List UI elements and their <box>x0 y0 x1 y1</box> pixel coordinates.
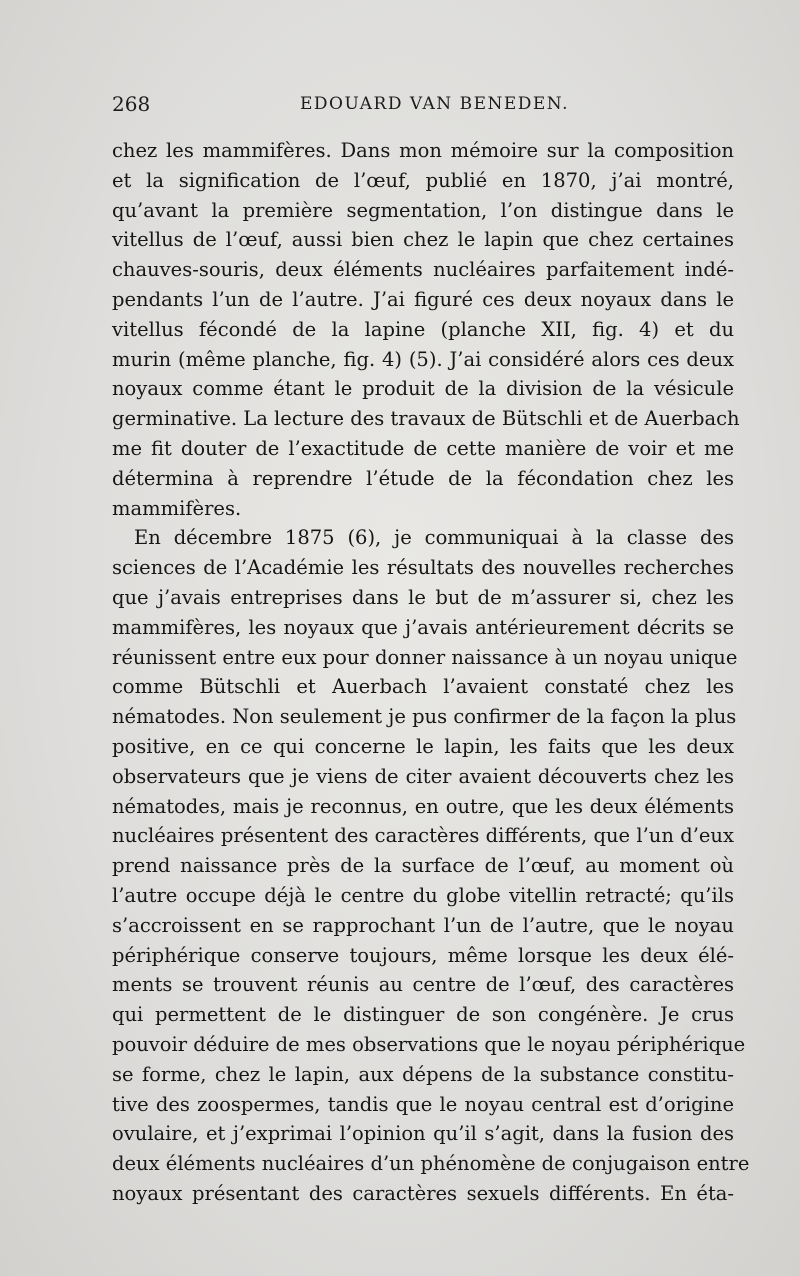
text-line: murin (même planche, fig. 4) (5). J’ai considéré alors ces deux <box>112 347 734 371</box>
text-line: et la signification de l’œuf, publié en 1870, j’ai montré, <box>112 168 734 192</box>
running-head <box>112 92 732 122</box>
text-line: mammifères, les noyaux que j’avais antérieurement décrits se <box>112 615 734 639</box>
text-line: pendants l’un de l’autre. J’ai figuré ces deux noyaux dans le <box>112 287 734 311</box>
running-title: EDOUARD VAN BENEDEN. <box>300 94 569 114</box>
text-line: En décembre 1875 (6), je communiquai à la classe des <box>134 526 734 550</box>
text-line: chez les mammifères. Dans mon mémoire sur la composition <box>112 139 734 162</box>
text-line: que j’avais entreprises dans le but de m’assurer si, chez les <box>112 585 734 609</box>
text-line: positive, en ce qui concerne le lapin, les faits que les deux <box>112 734 734 758</box>
text-line: vitellus de l’œuf, aussi bien chez le lapin que chez certaines <box>112 228 734 252</box>
page-number: 268 <box>112 92 151 116</box>
text-line: noyaux comme étant le produit de la division de la vésicule <box>112 377 734 401</box>
text-line: se forme, chez le lapin, aux dépens de la substance constitu- <box>112 1062 734 1086</box>
text-line: sciences de l’Académie les résultats des nouvelles recherches <box>112 556 734 580</box>
text-line: pouvoir déduire de mes observations que le noyau périphérique <box>112 1032 746 1056</box>
text-line: vitellus fécondé de la lapine (planche XII, fig. 4) et du <box>112 317 734 341</box>
text-line: nématodes, mais je reconnus, en outre, que les deux éléments <box>112 794 734 818</box>
text-line: observateurs que je viens de citer avaient découverts chez les <box>112 764 734 788</box>
text-line: ments se trouvent réunis au centre de l’œuf, des caractères <box>112 973 734 997</box>
text-line: tive des zoospermes, tandis que le noyau central est d’origine <box>112 1092 734 1116</box>
text-line: germinative. La lecture des travaux de Bütschli et de Auerbach <box>112 407 740 431</box>
text-line: détermina à reprendre l’étude de la fécondation chez les <box>112 466 734 490</box>
text-line: nucléaires présentent des caractères différents, que l’un d’eux <box>112 824 734 848</box>
text-line: nématodes. Non seulement je pus confirmer de la façon la plus <box>112 705 737 729</box>
text-line: mammifères. <box>112 496 242 520</box>
text-line: chauves-souris, deux éléments nucléaires parfaitement indé- <box>112 258 734 282</box>
text-line: deux éléments nucléaires d’un phénomène de conjugaison entre <box>112 1152 750 1176</box>
text-line: l’autre occupe déjà le centre du globe vitellin retracté; qu’ils <box>112 883 734 907</box>
text-line: qu’avant la première segmentation, l’on distingue dans le <box>112 198 734 222</box>
text-line: comme Bütschli et Auerbach l’avaient constaté chez les <box>112 675 734 699</box>
text-line: me fit douter de l’exactitude de cette manière de voir et me <box>112 436 734 460</box>
text-line: périphérique conserve toujours, même lorsque les deux élé- <box>112 943 734 967</box>
text-line: s’accroissent en se rapprochant l’un de l’autre, que le noyau <box>112 913 734 937</box>
body-text <box>112 136 750 1209</box>
text-line: prend naissance près de la surface de l’œuf, au moment où <box>112 854 734 878</box>
text-line: ovulaire, et j’exprimai l’opinion qu’il s’agit, dans la fusion des <box>112 1122 734 1146</box>
text-line: réunissent entre eux pour donner naissance à un noyau unique <box>112 645 738 669</box>
text-line: noyaux présentant des caractères sexuels différents. En éta- <box>112 1181 734 1205</box>
text-line: qui permettent de le distinguer de son congénère. Je crus <box>112 1003 734 1027</box>
